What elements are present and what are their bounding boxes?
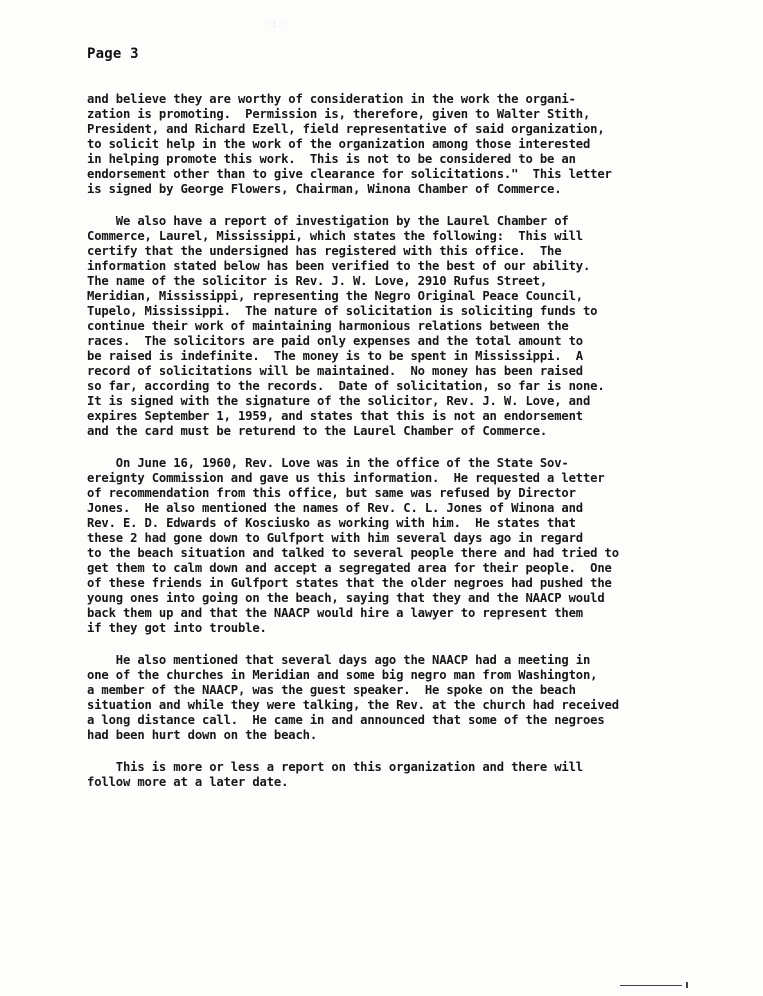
- bottom-scan-dot: [686, 982, 688, 988]
- paragraph-naacp-meeting: [87, 653, 757, 743]
- text-line: get them to calm down and accept a segregated area for their people. One: [87, 561, 612, 575]
- text-line: zation is promoting. Permission is, therefore, given to Walter Stith,: [87, 107, 591, 121]
- text-line: He also mentioned that several days ago the NAACP had a meeting in: [87, 653, 591, 667]
- text-line: races. The solicitors are paid only expenses and the total amount to: [87, 334, 583, 348]
- text-line: endorsement other than to give clearance for solicitations." This letter: [87, 167, 612, 181]
- text-line: back them up and that the NAACP would hire a lawyer to represent them: [87, 606, 583, 620]
- text-line: Commerce, Laurel, Mississippi, which states the following: This will: [87, 229, 583, 243]
- text-line: information stated below has been verified to the best of our ability.: [87, 259, 591, 273]
- text-line: expires September 1, 1959, and states that this is not an endorsement: [87, 409, 583, 423]
- document-body: [87, 92, 757, 807]
- paragraph-winona-letter: [87, 92, 757, 197]
- bottom-scan-mark: [620, 985, 682, 986]
- text-line: a long distance call. He came in and announced that some of the negroes: [87, 713, 605, 727]
- text-line: had been hurt down on the beach.: [87, 728, 317, 742]
- text-line: President, and Richard Ezell, field representative of said organization,: [87, 122, 605, 136]
- page-number: Page 3: [87, 46, 139, 62]
- text-line: Rev. E. D. Edwards of Kosciusko as working with him. He states that: [87, 516, 576, 530]
- text-line: Jones. He also mentioned the names of Rev. C. L. Jones of Winona and: [87, 501, 583, 515]
- text-line: one of the churches in Meridian and some big negro man from Washington,: [87, 668, 598, 682]
- text-line: young ones into going on the beach, saying that they and the NAACP would: [87, 591, 605, 605]
- paragraph-laurel-report: [87, 214, 757, 439]
- text-line: in helping promote this work. This is not to be considered to be an: [87, 152, 576, 166]
- text-line: On June 16, 1960, Rev. Love was in the office of the State Sov-: [87, 456, 569, 470]
- text-line: ereignty Commission and gave us this information. He requested a letter: [87, 471, 605, 485]
- text-line: and believe they are worthy of consideration in the work the organi-: [87, 92, 576, 106]
- text-line: of these friends in Gulfport states that the older negroes had pushed the: [87, 576, 612, 590]
- paragraph-closing: [87, 760, 757, 790]
- text-line: This is more or less a report on this organization and there will: [87, 760, 583, 774]
- text-line: so far, according to the records. Date of solicitation, so far is none.: [87, 379, 605, 393]
- text-line: and the card must be returend to the Laurel Chamber of Commerce.: [87, 424, 547, 438]
- text-line: situation and while they were talking, the Rev. at the church had received: [87, 698, 619, 712]
- text-line: these 2 had gone down to Gulfport with him several days ago in regard: [87, 531, 583, 545]
- text-line: of recommendation from this office, but same was refused by Director: [87, 486, 576, 500]
- text-line: certify that the undersigned has registered with this office. The: [87, 244, 562, 258]
- text-line: It is signed with the signature of the solicitor, Rev. J. W. Love, and: [87, 394, 591, 408]
- text-line: if they got into trouble.: [87, 621, 267, 635]
- text-line: be raised is indefinite. The money is to be spent in Mississippi. A: [87, 349, 583, 363]
- faint-stamp-mark: · : ·: [265, 20, 285, 30]
- text-line: record of solicitations will be maintained. No money has been raised: [87, 364, 583, 378]
- text-line: follow more at a later date.: [87, 775, 289, 789]
- paragraph-june-visit: [87, 456, 757, 636]
- text-line: to the beach situation and talked to several people there and had tried to: [87, 546, 619, 560]
- text-line: We also have a report of investigation by the Laurel Chamber of: [87, 214, 569, 228]
- text-line: Tupelo, Mississippi. The nature of solicitation is soliciting funds to: [87, 304, 598, 318]
- text-line: a member of the NAACP, was the guest speaker. He spoke on the beach: [87, 683, 576, 697]
- text-line: to solicit help in the work of the organization among those interested: [87, 137, 591, 151]
- text-line: Meridian, Mississippi, representing the Negro Original Peace Council,: [87, 289, 583, 303]
- text-line: is signed by George Flowers, Chairman, Winona Chamber of Commerce.: [87, 182, 562, 196]
- text-line: continue their work of maintaining harmonious relations between the: [87, 319, 569, 333]
- text-line: The name of the solicitor is Rev. J. W. Love, 2910 Rufus Street,: [87, 274, 547, 288]
